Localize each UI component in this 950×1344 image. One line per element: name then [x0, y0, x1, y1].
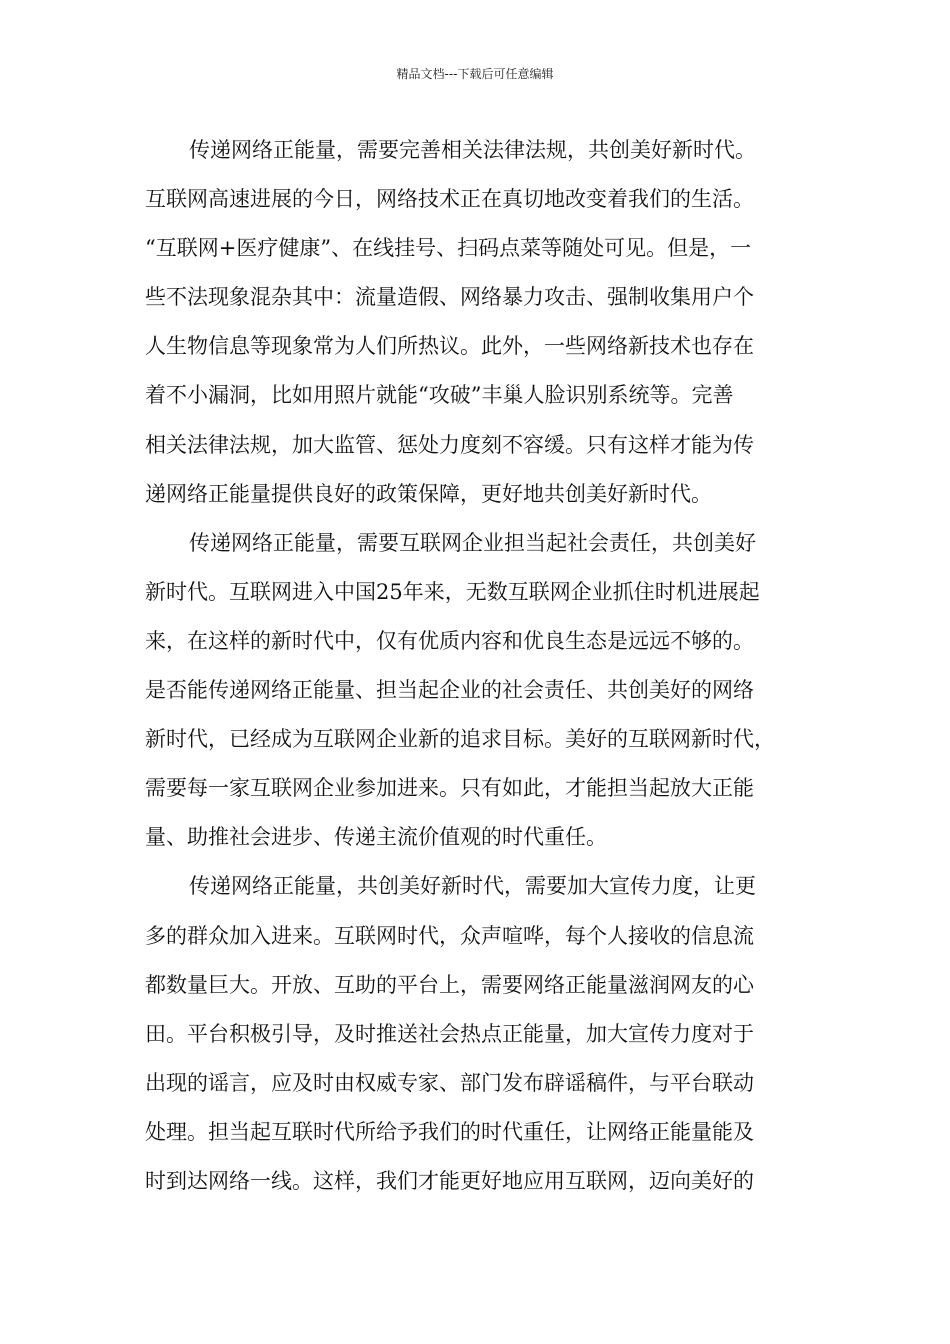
paragraph-1-line-1: 传递网络正能量，需要完善相关法律法规，共创美好新时代。	[189, 138, 756, 162]
paragraph-3-line-5: 出现的谣言，应及时由权威专家、部门发布辟谣稿件，与平台联动	[145, 1070, 754, 1095]
paragraph-1-line-2: 互联网高速进展的今日，网络技术正在真切地改变着我们的生活。	[145, 187, 754, 212]
paragraph-3-line-7: 时到达网络一线。这样，我们才能更好地应用互联网，迈向美好的	[145, 1168, 754, 1193]
paragraph-1-line-4: 些不法现象混杂其中：流量造假、网络暴力攻击、强制收集用户个	[145, 285, 754, 310]
paragraph-2-line-2: 新时代。互联网进入中国25年来，无数互联网企业抓住时机进展起	[145, 579, 760, 604]
paragraph-1-line-6: 着不小漏洞，比如用照片就能“攻破”丰巢人脸识别系统等。完善	[145, 383, 734, 408]
paragraph-2-line-6: 需要每一家互联网企业参加进来。只有如此，才能担当起放大正能	[145, 776, 754, 801]
paragraph-3-line-2: 多的群众加入进来。互联网时代，众声喧哗，每个人接收的信息流	[145, 923, 754, 948]
paragraph-1-line-5: 人生物信息等现象常为人们所热议。此外，一些网络新技术也存在	[145, 334, 754, 359]
paragraph-3-line-4: 田。平台积极引导，及时推送社会热点正能量，加大宣传力度对于	[145, 1021, 754, 1046]
document-body	[145, 126, 825, 1206]
page-header: 精品文档---下载后可任意编辑	[396, 67, 554, 81]
paragraph-3-line-3: 都数量巨大。开放、互助的平台上，需要网络正能量滋润网友的心	[145, 972, 754, 997]
paragraph-1-line-8: 递网络正能量提供良好的政策保障，更好地共创美好新时代。	[145, 481, 712, 506]
paragraph-3-line-1: 传递网络正能量，共创美好新时代，需要加大宣传力度，让更	[189, 874, 756, 899]
paragraph-2-line-7: 量、助推社会进步、传递主流价值观的时代重任。	[145, 825, 607, 850]
paragraph-2-line-5: 新时代，已经成为互联网企业新的追求目标。美好的互联网新时代，	[145, 727, 775, 752]
paragraph-1-line-3: “互联网+医疗健康”、在线挂号、扫码点菜等随处可见。但是，一	[145, 236, 752, 261]
paragraph-3-line-6: 处理。担当起互联时代所给予我们的时代重任，让网络正能量能及	[145, 1119, 754, 1144]
paragraph-1-line-7: 相关法律法规，加大监管、惩处力度刻不容缓。只有这样才能为传	[145, 432, 754, 457]
paragraph-2-line-3: 来，在这样的新时代中，仅有优质内容和优良生态是远远不够的。	[145, 628, 754, 653]
paragraph-2-line-4: 是否能传递网络正能量、担当起企业的社会责任、共创美好的网络	[145, 678, 754, 703]
paragraph-2-line-1: 传递网络正能量，需要互联网企业担当起社会责任，共创美好	[189, 530, 756, 555]
